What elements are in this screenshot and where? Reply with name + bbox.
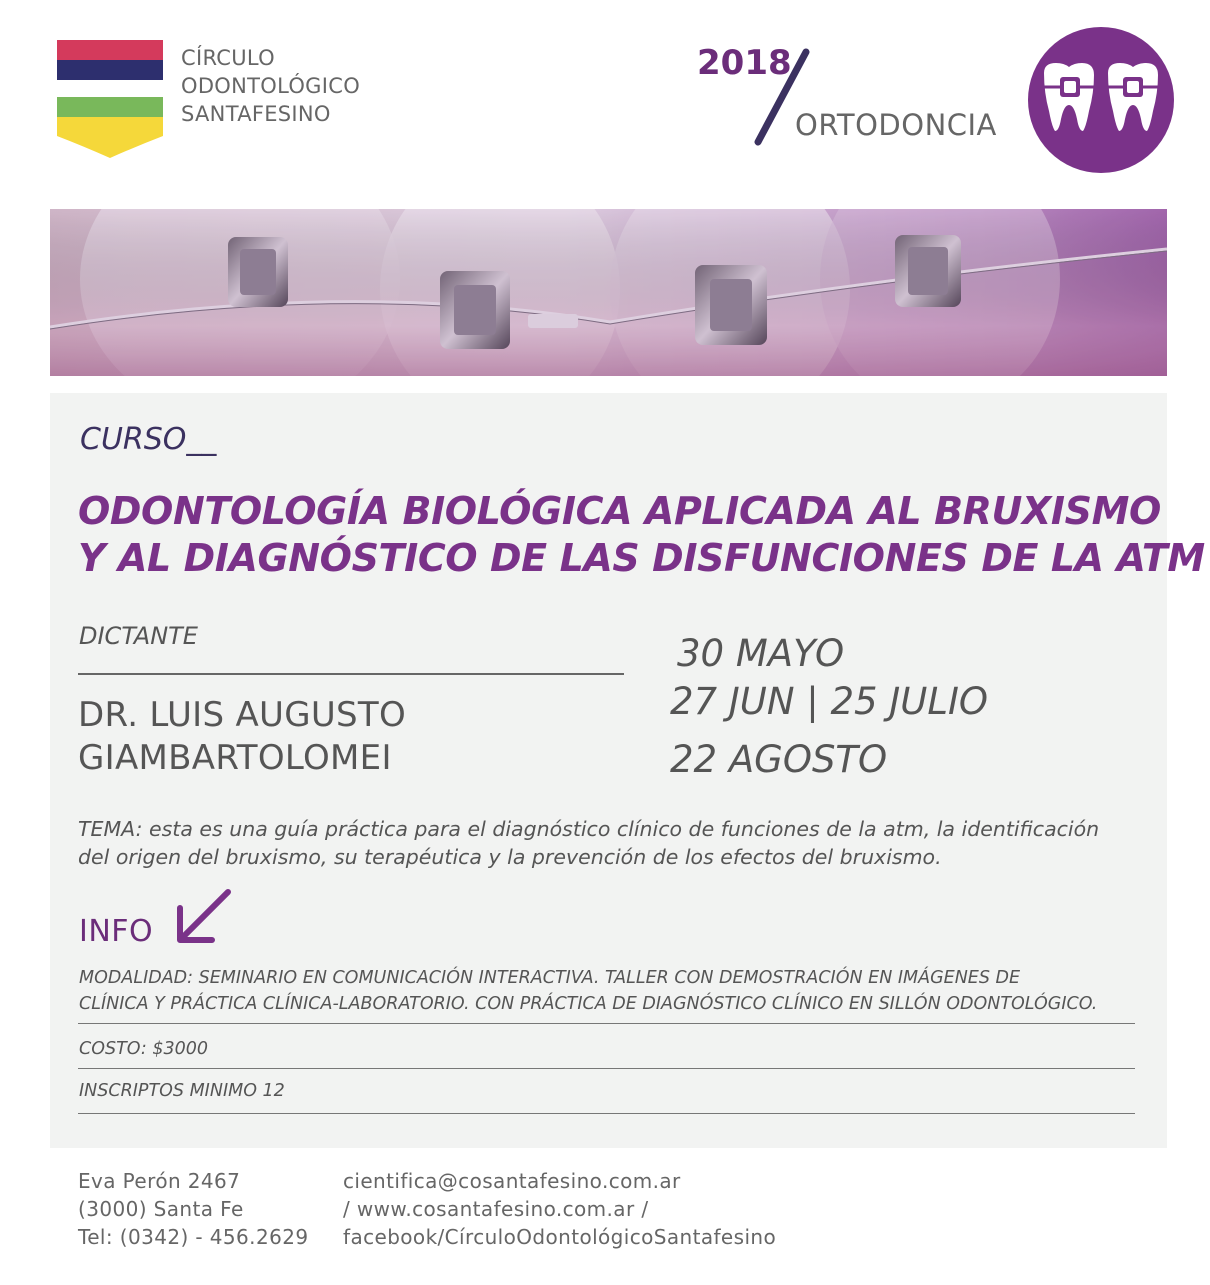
lecturer-name-line: GIAMBARTOLOMEI	[78, 738, 392, 778]
footer-address-line: (3000) Santa Fe	[78, 1197, 244, 1221]
course-title-line: ODONTOLOGÍA BIOLÓGICA APLICADA AL BRUXISMO	[78, 489, 1161, 533]
org-line: SANTAFESINO	[181, 102, 331, 126]
info-enrollment-text: INSCRIPTOS MINIMO 12	[79, 1081, 285, 1101]
lecturer-name	[78, 694, 406, 780]
footer-address-line: Eva Perón 2467	[78, 1169, 241, 1193]
info-modality	[79, 965, 1137, 1017]
info-modality-line: CLÍNICA Y PRÁCTICA CLÍNICA-LABORATORIO. CON PRÁCTICA DE DIAGNÓSTICO CLÍNICO EN SILLÓN ODONTOLÓGICO.	[79, 994, 1098, 1014]
year: 2018	[697, 43, 792, 83]
course-topic-line: del origen del bruxismo, su terapéutica y la prevención de los efectos del bruxismo.	[78, 845, 942, 869]
braces-teeth-icon	[1028, 27, 1174, 173]
info-cost-text: COSTO: $3000	[79, 1039, 209, 1059]
course-title-line: Y AL DIAGNÓSTICO DE LAS DISFUNCIONES DE LA ATM	[78, 536, 1205, 580]
footer-facebook: facebook/CírculoOdontológicoSantafesino	[343, 1225, 777, 1249]
info-enrollment	[79, 1078, 1137, 1104]
info-label: INFO	[79, 914, 154, 949]
footer-address	[78, 1167, 308, 1251]
info-divider	[78, 1023, 1135, 1024]
org-line: CÍRCULO	[181, 46, 276, 70]
info-divider	[78, 1068, 1135, 1069]
shield-logo	[57, 40, 163, 158]
org-line: ODONTOLÓGICO	[181, 74, 361, 98]
info-cost	[79, 1036, 1137, 1062]
footer-contact	[343, 1167, 776, 1251]
footer-website: / www.cosantafesino.com.ar /	[343, 1197, 649, 1221]
lecturer-divider	[78, 673, 624, 675]
course-date: 22 AGOSTO	[670, 738, 888, 781]
course-topic	[78, 815, 1158, 871]
course-date: 30 MAYO	[677, 632, 845, 675]
course-title	[78, 488, 1205, 582]
course-kicker: CURSO__	[80, 422, 217, 457]
specialty: ORTODONCIA	[795, 108, 997, 142]
footer-phone: Tel: (0342) - 456.2629	[78, 1225, 309, 1249]
footer-email: cientifica@cosantafesino.com.ar	[343, 1169, 681, 1193]
arrow-down-left-icon	[170, 888, 234, 948]
lecturer-label: DICTANTE	[79, 622, 198, 650]
braces-banner-image	[50, 209, 1167, 376]
organization-name	[181, 44, 360, 128]
info-divider	[78, 1113, 1135, 1114]
course-topic-line: TEMA: esta es una guía práctica para el diagnóstico clínico de funciones de la atm, la identificación	[78, 817, 1100, 841]
info-modality-line: MODALIDAD: SEMINARIO EN COMUNICACIÓN INTERACTIVA. TALLER CON DEMOSTRACIÓN EN IMÁGENES DE	[79, 968, 1021, 988]
lecturer-name-line: DR. LUIS AUGUSTO	[78, 695, 407, 735]
course-date: 27 JUN | 25 JULIO	[670, 680, 988, 723]
